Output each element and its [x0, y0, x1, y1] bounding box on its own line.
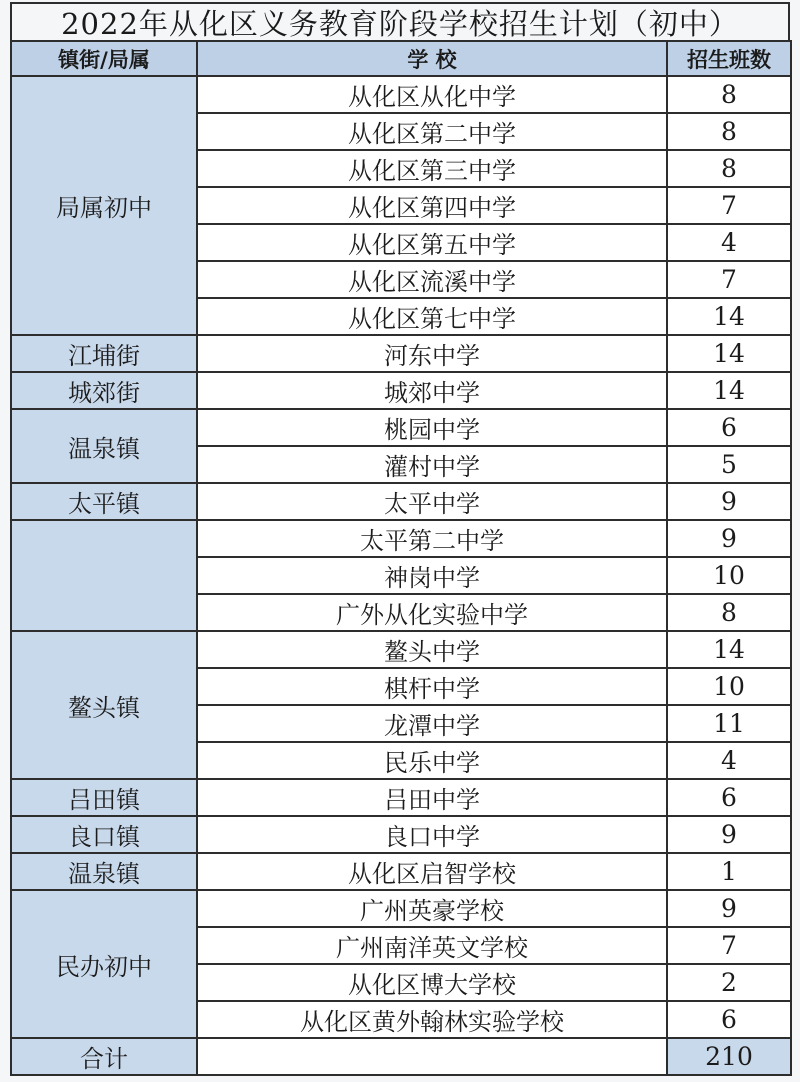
- class-count-cell: 6: [667, 409, 791, 446]
- school-cell: 从化区黄外翰林实验学校: [197, 1001, 667, 1038]
- school-cell: 从化区从化中学: [197, 76, 667, 113]
- class-count-cell: 8: [667, 113, 791, 150]
- district-cell: 民办初中: [11, 890, 197, 1038]
- school-cell: 良口中学: [197, 816, 667, 853]
- school-cell: 龙潭中学: [197, 705, 667, 742]
- class-count-cell: 10: [667, 557, 791, 594]
- total-row: [11, 1038, 791, 1075]
- school-cell: 从化区启智学校: [197, 853, 667, 890]
- school-cell: 从化区第五中学: [197, 224, 667, 261]
- school-cell: 太平中学: [197, 483, 667, 520]
- district-cell: 温泉镇: [11, 853, 197, 890]
- table-row: [11, 890, 791, 927]
- total-school-cell: [197, 1038, 667, 1075]
- column-header-school: 学 校: [197, 41, 667, 76]
- table-body: [11, 76, 791, 1075]
- enrollment-table: [10, 40, 792, 1076]
- table-row: [11, 520, 791, 557]
- school-cell: 广州南洋英文学校: [197, 927, 667, 964]
- class-count-cell: 8: [667, 76, 791, 113]
- school-cell: 从化区第三中学: [197, 150, 667, 187]
- school-cell: 河东中学: [197, 335, 667, 372]
- class-count-cell: 14: [667, 372, 791, 409]
- table-row: [11, 779, 791, 816]
- total-label: 合计: [11, 1038, 197, 1075]
- district-cell: 城郊街: [11, 372, 197, 409]
- school-cell: 从化区第七中学: [197, 298, 667, 335]
- page-title: 2022年从化区义务教育阶段学校招生计划（初中）: [10, 2, 790, 40]
- class-count-cell: 7: [667, 927, 791, 964]
- school-cell: 棋杆中学: [197, 668, 667, 705]
- header-row: [11, 41, 791, 76]
- school-cell: 鳌头中学: [197, 631, 667, 668]
- class-count-cell: 2: [667, 964, 791, 1001]
- school-cell: 吕田中学: [197, 779, 667, 816]
- district-cell: 温泉镇: [11, 409, 197, 483]
- class-count-cell: 1: [667, 853, 791, 890]
- class-count-cell: 8: [667, 150, 791, 187]
- table-row: [11, 372, 791, 409]
- class-count-cell: 9: [667, 483, 791, 520]
- district-cell: 局属初中: [11, 76, 197, 335]
- table-row: [11, 853, 791, 890]
- class-count-cell: 9: [667, 890, 791, 927]
- school-cell: 广外从化实验中学: [197, 594, 667, 631]
- class-count-cell: 6: [667, 779, 791, 816]
- table-row: [11, 76, 791, 113]
- class-count-cell: 14: [667, 335, 791, 372]
- class-count-cell: 5: [667, 446, 791, 483]
- class-count-cell: 9: [667, 816, 791, 853]
- table-row: [11, 483, 791, 520]
- table-row: [11, 816, 791, 853]
- class-count-cell: 7: [667, 187, 791, 224]
- column-header-district: 镇街/局属: [11, 41, 197, 76]
- class-count-cell: 9: [667, 520, 791, 557]
- district-cell: 吕田镇: [11, 779, 197, 816]
- district-cell: 良口镇: [11, 816, 197, 853]
- class-count-cell: 10: [667, 668, 791, 705]
- school-cell: 民乐中学: [197, 742, 667, 779]
- class-count-cell: 4: [667, 224, 791, 261]
- district-cell: 太平镇: [11, 483, 197, 520]
- class-count-cell: 11: [667, 705, 791, 742]
- table-row: [11, 631, 791, 668]
- class-count-cell: 8: [667, 594, 791, 631]
- district-cell: [11, 520, 197, 631]
- class-count-cell: 6: [667, 1001, 791, 1038]
- table-row: [11, 335, 791, 372]
- school-cell: 从化区第四中学: [197, 187, 667, 224]
- district-cell: 鳌头镇: [11, 631, 197, 779]
- total-count: 210: [667, 1038, 791, 1075]
- table-row: [11, 409, 791, 446]
- class-count-cell: 4: [667, 742, 791, 779]
- school-cell: 神岗中学: [197, 557, 667, 594]
- school-cell: 从化区流溪中学: [197, 261, 667, 298]
- school-cell: 从化区博大学校: [197, 964, 667, 1001]
- school-cell: 城郊中学: [197, 372, 667, 409]
- class-count-cell: 7: [667, 261, 791, 298]
- column-header-classes: 招生班数: [667, 41, 791, 76]
- class-count-cell: 14: [667, 298, 791, 335]
- class-count-cell: 14: [667, 631, 791, 668]
- school-cell: 桃园中学: [197, 409, 667, 446]
- school-cell: 广州英豪学校: [197, 890, 667, 927]
- school-cell: 从化区第二中学: [197, 113, 667, 150]
- school-cell: 灌村中学: [197, 446, 667, 483]
- district-cell: 江埔街: [11, 335, 197, 372]
- school-cell: 太平第二中学: [197, 520, 667, 557]
